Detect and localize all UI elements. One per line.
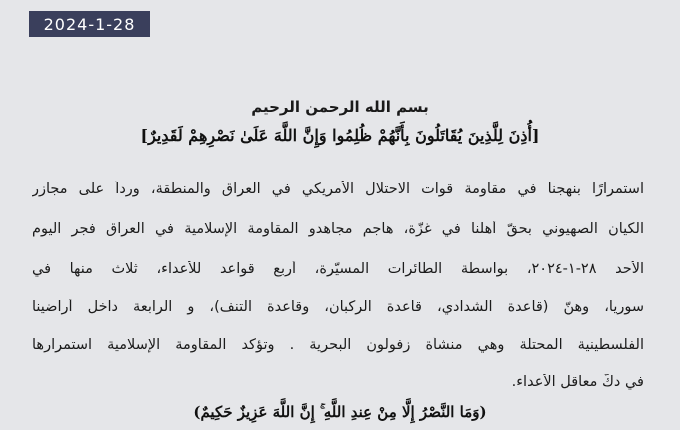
statement-line-1: استمرارًا بنهجنا في مقاومة قوات الاحتلال الأمريكي في العراق والمنطقة، ورداً على مجازر [32,181,644,197]
date-badge: 2024-1-28 [29,11,150,37]
statement-line-6: في دكّ معاقل الأعداء. [511,374,644,390]
statement-line-4: سوريا، وهنّ (قاعدة الشدادي، قاعدة الركبان، وقاعدة التنف)، و الرابعة داخل أراضينا [32,299,644,315]
opening-verse: [أُذِنَ لِلَّذِينَ يُقَاتَلُونَ بِأَنَّهُمْ ظُلِمُوا وَإِنَّ اللَّهَ عَلَىٰ نَصْرِهِمْ لَقَدِيرٌ] [140,126,540,145]
statement-line-2: الكيان الصهيوني بحقّ أهلنا في غزّة، هاجم مجاهدو المقاومة الإسلامية في العراق فجر اليوم [32,221,644,237]
statement-line-3: الأحد ٢٨-١-٢٠٢٤، بواسطة الطائرات المسيّرة، أربع قواعد للأعداء، ثلاث منها في [32,261,644,277]
statement-line-5: الفلسطينية المحتلة وهي منشأة زفولون البحرية . وتؤكد المقاومة الإسلامية استمرارها [32,337,644,353]
closing-verse: (وَمَا النَّصْرُ إِلَّا مِنْ عِندِ اللَّهِ ۚ إِنَّ اللَّهَ عَزِيزٌ حَكِيمٌ) [193,403,487,421]
basmala-heading: بسم الله الرحمن الرحيم [251,98,429,116]
